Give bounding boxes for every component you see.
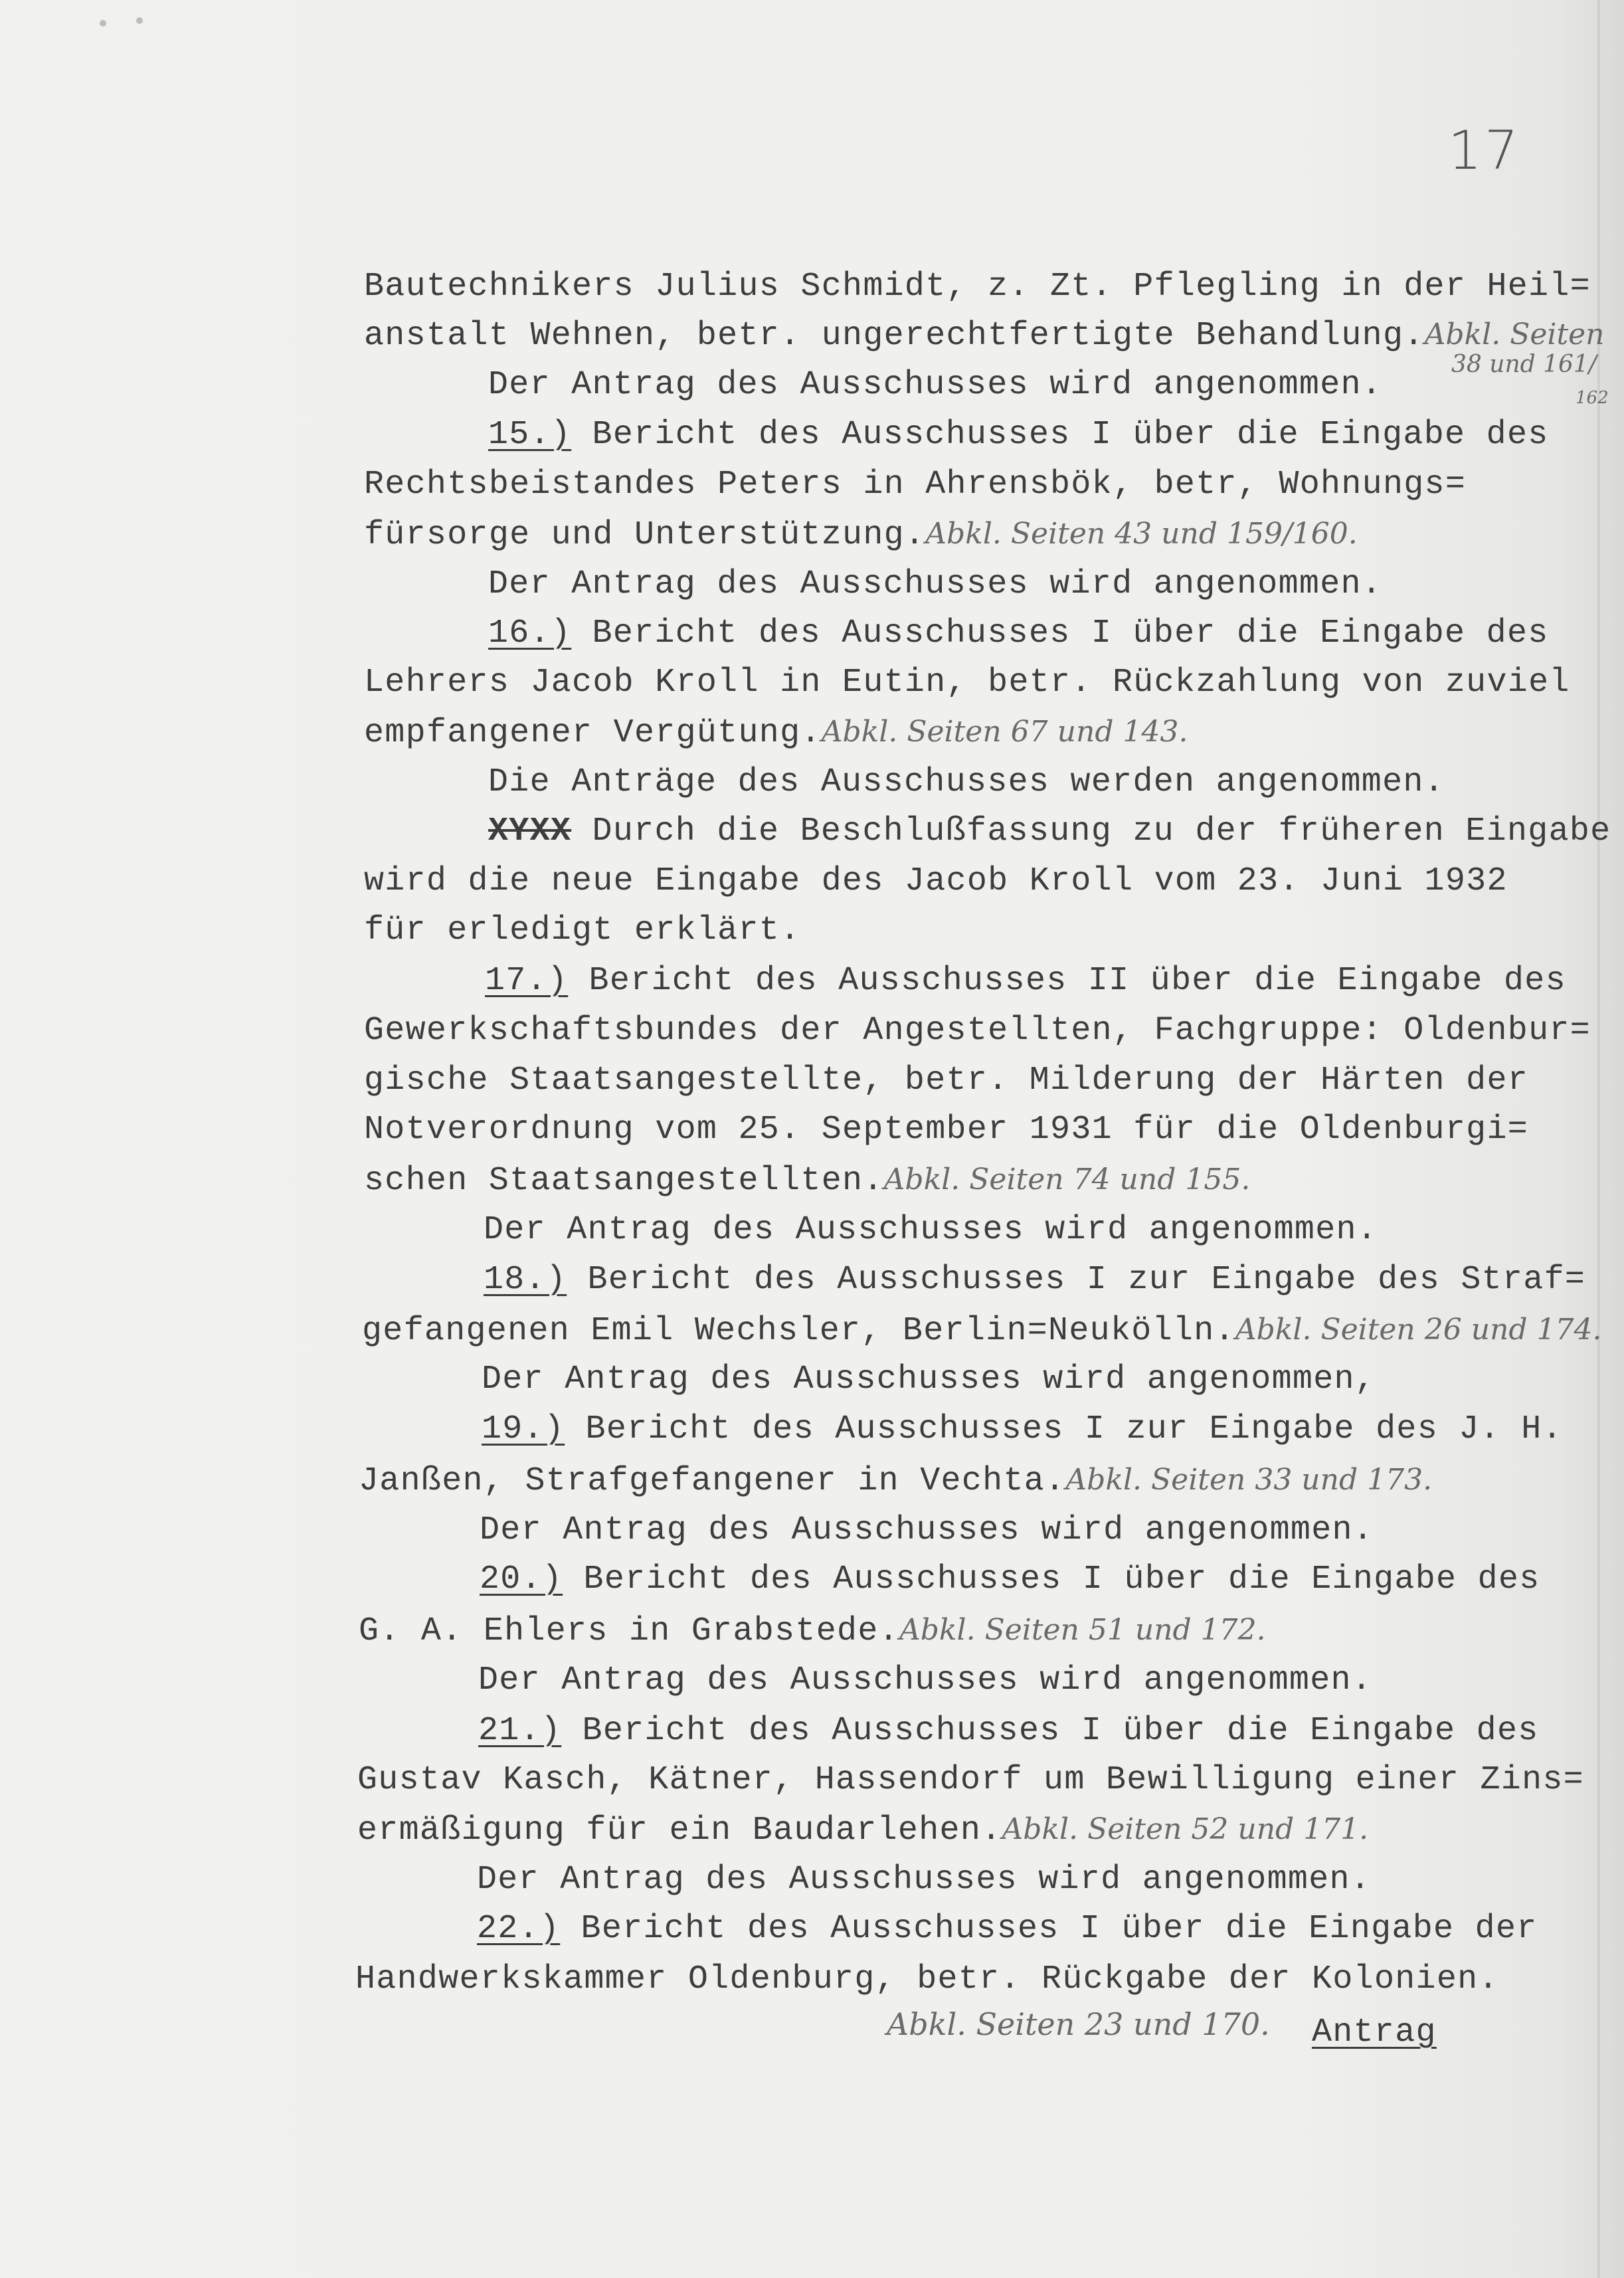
text-line: Der Antrag des Ausschusses wird angenommen. — [477, 1861, 1372, 1899]
item-number: 18.) — [484, 1261, 567, 1299]
handwritten-reference: Abkl. Seiten 52 und 171. — [1002, 1812, 1369, 1846]
item-number: 16.) — [488, 615, 572, 652]
text-line: gische Staatsangestellte, betr. Milderung der Härten der — [364, 1062, 1529, 1099]
text-line: gefangenen Emil Wechsler, Berlin=Neukölln.Abkl. Seiten 26 und 174. — [362, 1312, 1602, 1350]
catchword: Antrag — [1312, 2014, 1437, 2051]
page-number: 17 — [1448, 120, 1521, 181]
handwritten-reference: Abkl. Seiten 74 und 155. — [883, 1163, 1251, 1196]
handwritten-reference: Abkl. Seiten — [1424, 318, 1605, 351]
text-line: 20.) Bericht des Ausschusses I über die Eingabe des — [480, 1561, 1540, 1598]
handwritten-reference: Abkl. Seiten 26 und 174. — [1235, 1313, 1602, 1347]
text-line: 22.) Bericht des Ausschusses I über die Eingabe der — [477, 1910, 1538, 1948]
text-line: Gewerkschaftsbundes der Angestellten, Fachgruppe: Oldenbur= — [364, 1012, 1591, 1050]
text-line: 21.) Bericht des Ausschusses I über die Eingabe des — [478, 1712, 1539, 1750]
text-line: Lehrers Jacob Kroll in Eutin, betr. Rückzahlung von zuviel — [364, 664, 1570, 702]
text-line: 15.) Bericht des Ausschusses I über die Eingabe des — [488, 416, 1549, 454]
handwritten-reference-continued: 38 und 161/ — [1451, 351, 1597, 378]
text-line: anstalt Wehnen, betr. ungerechtfertigte Behandlung.Abkl. Seiten — [364, 317, 1605, 355]
text-line: für erledigt erklärt. — [364, 911, 801, 949]
handwritten-reference: Abkl. Seiten 51 und 172. — [899, 1613, 1266, 1647]
text-line: Der Antrag des Ausschusses wird angenommen. — [488, 565, 1383, 603]
text-line: Der Antrag des Ausschusses wird angenommen. — [484, 1211, 1378, 1249]
handwritten-reference-tail: 162 — [1576, 388, 1609, 408]
text-line: G. A. Ehlers in Grabstede.Abkl. Seiten 51 und 172. — [359, 1612, 1266, 1650]
item-number: 20.) — [480, 1561, 563, 1598]
text-line: Der Antrag des Ausschusses wird angenommen. — [480, 1511, 1374, 1549]
text-line: 18.) Bericht des Ausschusses I zur Eingabe des Straf= — [484, 1261, 1586, 1299]
handwritten-reference: Abkl. Seiten 43 und 159/160. — [925, 517, 1358, 551]
text-line: fürsorge und Unterstützung.Abkl. Seiten 43 und 159/160. — [364, 516, 1358, 554]
text-line: Rechtsbeistandes Peters in Ahrensbök, betr, Wohnungs= — [364, 466, 1467, 504]
item-number: 17.) — [485, 962, 569, 1000]
text-line: schen Staatsangestellten.Abkl. Seiten 74 und 155. — [364, 1162, 1251, 1200]
text-line: Handwerkskammer Oldenburg, betr. Rückgabe der Kolonien. — [355, 1960, 1499, 1998]
text-line: 17.) Bericht des Ausschusses II über die Eingabe des — [485, 962, 1566, 1000]
handwritten-reference: Abkl. Seiten 67 und 143. — [821, 715, 1188, 749]
text-line: Notverordnung vom 25. September 1931 für die Oldenburgi= — [364, 1111, 1529, 1149]
struck-out-mark: XYXX — [488, 812, 572, 850]
text-line: 19.) Bericht des Ausschusses I zur Eingabe des J. H. — [482, 1410, 1563, 1448]
text-line: XYXX Durch die Beschlußfassung zu der früheren Eingabe — [488, 812, 1611, 850]
text-line: ermäßigung für ein Baudarlehen.Abkl. Seiten 52 und 171. — [357, 1812, 1369, 1850]
text-line: Gustav Kasch, Kätner, Hassendorf um Bewilligung einer Zins= — [357, 1761, 1584, 1799]
handwritten-reference: Abkl. Seiten 23 und 170. — [887, 2006, 1270, 2042]
item-number: 21.) — [478, 1712, 562, 1750]
text-line: Janßen, Strafgefangener in Vechta.Abkl. Seiten 33 und 173. — [359, 1462, 1433, 1500]
text-line: Der Antrag des Ausschusses wird angenommen, — [482, 1361, 1376, 1398]
text-line: Die Anträge des Ausschusses werden angenommen. — [488, 763, 1445, 801]
text-line: empfangener Vergütung.Abkl. Seiten 67 und 143. — [364, 714, 1188, 752]
paper-speck — [136, 17, 143, 24]
text-line: Bautechnikers Julius Schmidt, z. Zt. Pflegling in der Heil= — [364, 268, 1591, 306]
item-number: 19.) — [482, 1410, 565, 1448]
paper-speck — [100, 20, 106, 27]
item-number: 15.) — [488, 416, 572, 454]
item-number: 22.) — [477, 1910, 561, 1948]
text-line: wird die neue Eingabe des Jacob Kroll vom 23. Juni 1932 — [364, 862, 1508, 900]
text-line: 16.) Bericht des Ausschusses I über die Eingabe des — [488, 615, 1549, 652]
text-line: Der Antrag des Ausschusses wird angenommen. — [488, 366, 1383, 404]
handwritten-reference: Abkl. Seiten 33 und 173. — [1065, 1463, 1433, 1497]
text-line: Der Antrag des Ausschusses wird angenommen. — [478, 1661, 1373, 1699]
